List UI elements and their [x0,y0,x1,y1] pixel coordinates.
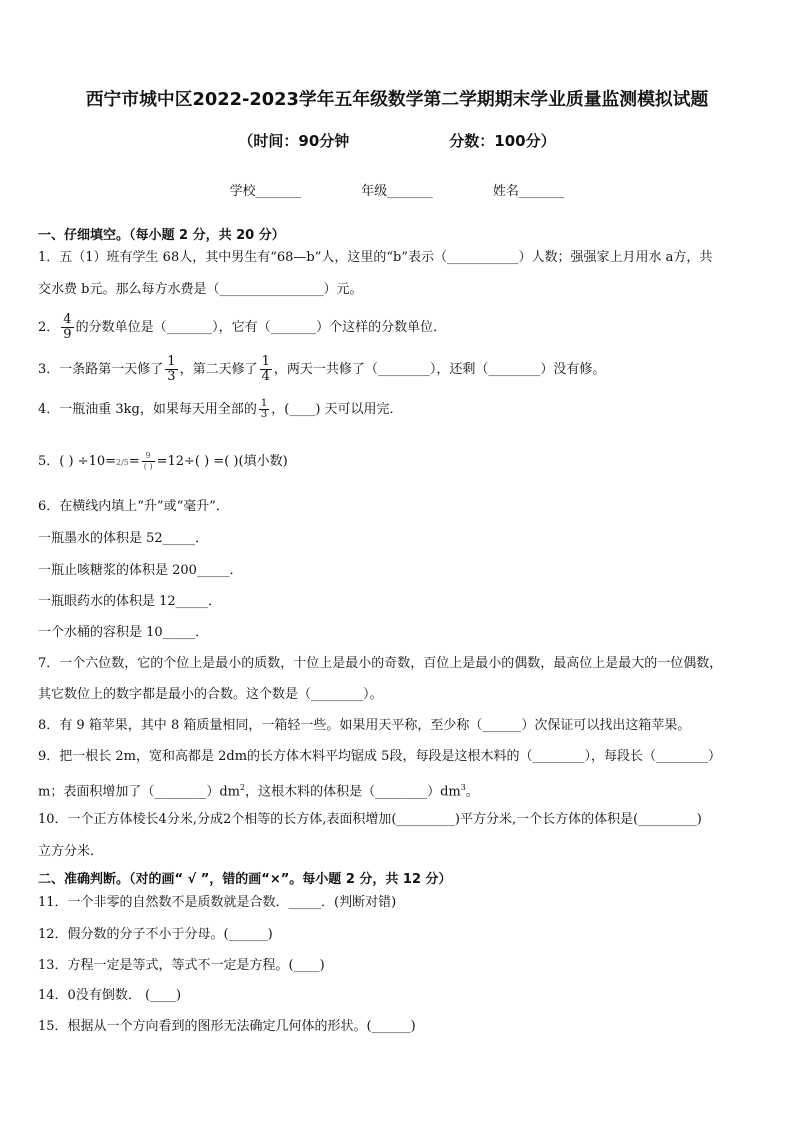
question-5 [38,451,288,472]
question-13: 13．方程一定是等式，等式不一定是方程。(____) [38,958,325,973]
question-1-line-2: 交水费 b元。那么每方水费是（________________）元。 [38,282,363,297]
question-2 [38,313,446,342]
question-2-number: 2． [38,320,60,335]
question-9-text-b: ，这根木料的体积是（________）dm [245,784,461,800]
fraction-9-blank: $\frac{9}{( )}$ [143,451,153,471]
question-14: 14．0没有倒数． (____) [38,988,182,1003]
fraction-4-9: $\frac{4}{9}$ [63,312,72,342]
student-info [0,180,794,199]
question-9-text-c: 。 [465,784,479,800]
school-field: 学校_______ [229,184,302,199]
question-10-line-2: 立方分米． [38,844,104,859]
score-label: 分数：100分） [449,132,556,150]
question-4-text-b: ，(____) 天可以用完． [271,402,403,417]
question-3-text-a: 3．一条路第一天修了 [38,362,164,377]
exam-subtitle [0,130,794,151]
question-1-line-1: 1．五（1）班有学生 68人，其中男生有“68—b”人，这里的“b”表示（___________）人数；强强家上月用水 a方，共 [38,250,713,265]
question-4 [38,399,403,420]
question-6-item-d: 一个水桶的容积是 10_____． [38,625,209,640]
page-title: 西宁市城中区2022-2023学年五年级数学第二学期期末学业质量监测模拟试题 [85,89,709,110]
fraction-1-3: $\frac{1}{3}$ [167,354,176,384]
question-3-text-c: ，两天一共修了（________），还剩（________）没有修。 [273,362,606,377]
square-superscript: 2 [239,783,246,792]
question-6-item-a: 一瓶墨水的体积是 52_____． [38,531,209,546]
grade-field: 年级_______ [361,184,433,199]
question-3 [38,355,605,384]
question-7-line-2: 其它数位上的数字都是最小的合数。这个数是（________）。 [38,687,383,702]
time-label: （时间：90分钟 [238,132,350,150]
question-9-text-a: m；表面积增加了（________）dm [38,784,240,800]
cube-superscript: 3 [460,783,466,792]
question-15: 15．根据从一个方向看到的图形无法确定几何体的形状。(______) [38,1019,416,1034]
question-7-line-1: 7．一个六位数，它的个位上是最小的质数，十位上是最小的奇数，百位上是最小的偶数，最高位上是最大的一位偶数， [38,656,723,671]
question-8: 8．有 9 箱苹果，其中 8 箱质量相同，一箱轻一些。如果用天平称，至少称（______）次保证可以找出这箱苹果。 [38,718,691,733]
section-1-heading: 一、仔细填空。（每小题 2 分，共 20 分） [38,228,285,243]
question-6-intro: 6．在横线内填上“升”或“毫升”． [38,499,229,514]
fraction-1-4: $\frac{1}{4}$ [261,354,270,384]
question-11: 11．一个非零的自然数不是质数就是合数．_____．(判断对错) [38,895,397,910]
fraction-2-5-tiny: 2/5 [116,458,129,467]
question-3-text-b: ，第二天修了 [179,362,258,377]
question-6-item-b: 一瓶止咳糖浆的体积是 200_____． [38,563,243,578]
question-9-line-2 [38,779,479,801]
section-2-heading: 二、准确判断。（对的画“ √ ”，错的画“×”。每小题 2 分，共 12 分） [38,872,452,887]
question-9-line-1: 9．把一根长 2m，宽和高都是 2dm的长方体木料平均锯成 5段，每段是这根木料的（________），每段长（________） [38,749,721,764]
question-5-equals: = [128,454,140,469]
question-2-text: 的分数单位是（_______），它有（_______）个这样的分数单位． [75,320,447,335]
question-10-line-1: 10．一个正方体棱长4分米,分成2个相等的长方体,表面积增加(_________)平方分米,一个长方体的体积是(_________) [38,812,702,827]
question-5-text-b: =12÷( ) =( )(填小数) [156,454,288,469]
question-6-item-c: 一瓶眼药水的体积是 12_____． [38,594,222,609]
question-5-text-a: 5．( ) ÷10= [38,454,117,469]
question-4-text-a: 4．一瓶油重 3kg，如果每天用全部的 [38,402,257,417]
name-field: 姓名_______ [492,184,565,199]
fraction-1-3-small: $\frac{1}{3}$ [260,398,268,420]
question-12: 12．假分数的分子不小于分母。(______) [38,927,273,942]
